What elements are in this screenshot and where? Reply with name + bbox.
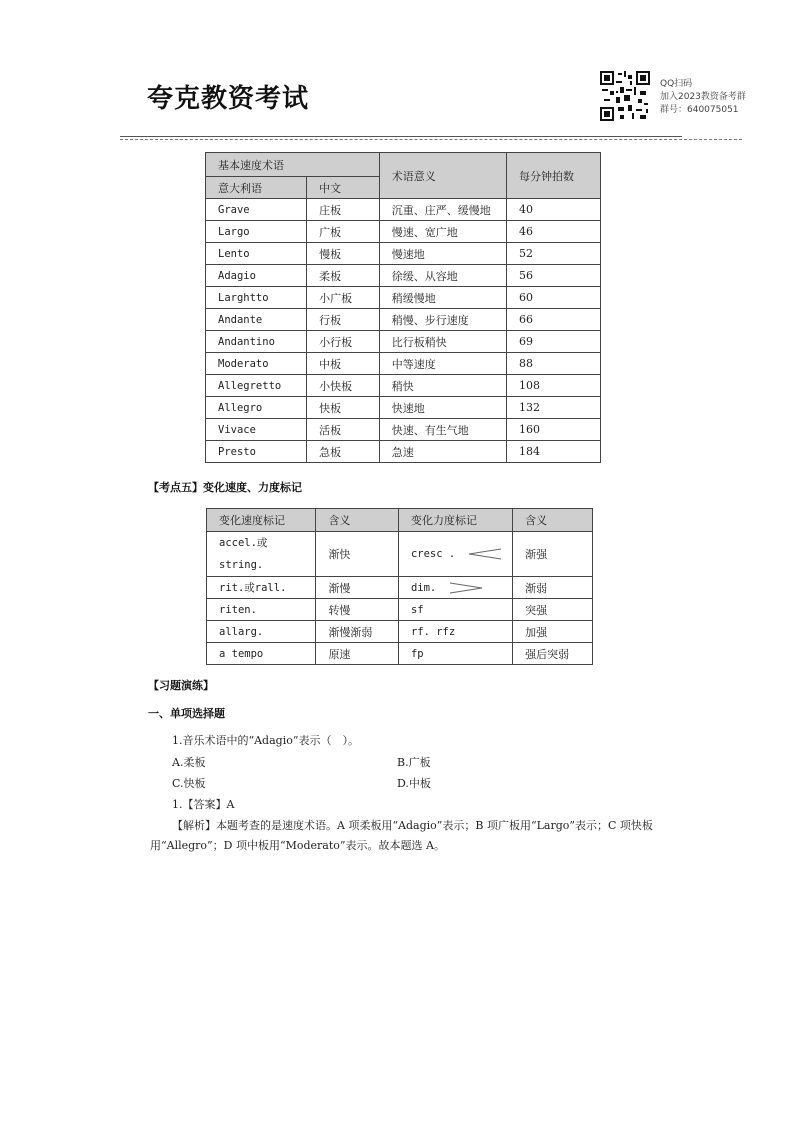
tempo-mark-line: string. [219, 559, 264, 571]
table-row [207, 621, 593, 643]
crescendo-hairpin-icon [468, 548, 502, 560]
chinese-term: 庄板 [307, 199, 380, 221]
dynamic-mark: sf [398, 599, 512, 621]
term-meaning: 稍缓慢地 [379, 287, 506, 309]
italian-term: Allegretto [206, 375, 307, 397]
chinese-term: 柔板 [307, 265, 380, 287]
tempo-meaning-header: 术语意义 [379, 153, 506, 199]
term-meaning: 稍慢、步行速度 [379, 309, 506, 331]
dynamic-mark-meaning: 渐弱 [513, 577, 593, 599]
term-meaning: 沉重、庄严、缓慢地 [379, 199, 506, 221]
term-meaning: 徐缓、从容地 [379, 265, 506, 287]
bpm-value: 88 [507, 353, 601, 375]
qq-scan-label: QQ扫码 [660, 79, 693, 89]
table-row [207, 577, 593, 599]
qr-code-icon [600, 71, 650, 121]
italian-term: Lento [206, 243, 307, 265]
brand-title: 夸克教资考试 [147, 84, 310, 114]
explanation-line-1: 【解析】本题考查的是速度术语。A 项柔板用“Adagio”表示；B 项广板用“Largo”表示；C 项快板 [172, 819, 653, 832]
tempo-chinese-header: 中文 [307, 177, 380, 199]
chinese-term: 快板 [307, 397, 380, 419]
option-d: D.中板 [397, 777, 431, 790]
chinese-term: 小行板 [307, 331, 380, 353]
tempo-mark-line: accel.或 [219, 537, 268, 549]
dynamic-mark-meaning-header: 含义 [513, 509, 593, 532]
italian-term: Vivace [206, 419, 307, 441]
chinese-term: 行板 [307, 309, 380, 331]
diminuendo-hairpin-icon [449, 582, 483, 594]
tempo-mark: a tempo [207, 643, 316, 665]
single-choice-title: 一、单项选择题 [148, 707, 225, 720]
italian-term: Adagio [206, 265, 307, 287]
dynamic-mark: fp [398, 643, 512, 665]
dynamic-mark-header: 变化力度标记 [398, 509, 512, 532]
tempo-mark-meaning: 转慢 [316, 599, 399, 621]
table-row [206, 309, 601, 331]
dynamic-mark-text: dim. [410, 581, 437, 594]
dynamic-mark-meaning: 渐强 [513, 532, 593, 577]
bpm-value: 56 [507, 265, 601, 287]
answer: 1.【答案】A [172, 798, 235, 811]
tempo-italian-header: 意大利语 [206, 177, 307, 199]
table-row [207, 532, 593, 577]
tempo-group-header: 基本速度术语 [206, 153, 380, 177]
table-row [206, 375, 601, 397]
italian-term: Allegro [206, 397, 307, 419]
dynamic-mark: rf. rfz [398, 621, 512, 643]
table-row [206, 265, 601, 287]
dynamic-mark-text: cresc . [410, 548, 456, 560]
term-meaning: 中等速度 [379, 353, 506, 375]
dynamic-mark-meaning: 突强 [513, 599, 593, 621]
dynamic-mark [398, 532, 512, 577]
italian-term: Andantino [206, 331, 307, 353]
tempo-mark-header: 变化速度标记 [207, 509, 316, 532]
tempo-mark-meaning: 渐快 [316, 532, 399, 577]
chinese-term: 广板 [307, 221, 380, 243]
tempo-mark-meaning-header: 含义 [316, 509, 399, 532]
qq-group-info [660, 78, 746, 117]
qq-group-number: 群号：640075051 [660, 105, 739, 115]
change-marks-table [206, 508, 593, 665]
table-row [207, 599, 593, 621]
question-stem: 1.音乐术语中的“Adagio”表示（ ）。 [172, 734, 359, 747]
term-meaning: 快速地 [379, 397, 506, 419]
table-row [206, 441, 601, 463]
bpm-value: 46 [507, 221, 601, 243]
practice-title: 【习题演练】 [148, 679, 214, 692]
term-meaning: 比行板稍快 [379, 331, 506, 353]
option-b: B.广板 [397, 756, 431, 769]
bpm-value: 66 [507, 309, 601, 331]
chinese-term: 活板 [307, 419, 380, 441]
bpm-value: 160 [507, 419, 601, 441]
tempo-mark-meaning: 渐慢 [316, 577, 399, 599]
bpm-value: 40 [507, 199, 601, 221]
bpm-value: 108 [507, 375, 601, 397]
section5-title: 【考点五】变化速度、力度标记 [148, 481, 302, 494]
table-row [206, 199, 601, 221]
table-row [206, 287, 601, 309]
italian-term: Andante [206, 309, 307, 331]
tempo-bpm-header: 每分钟拍数 [507, 153, 601, 199]
table-row [207, 643, 593, 665]
tempo-terms-table [205, 152, 601, 463]
dynamic-mark-meaning: 强后突弱 [513, 643, 593, 665]
italian-term: Largo [206, 221, 307, 243]
chinese-term: 中板 [307, 353, 380, 375]
option-c: C.快板 [172, 777, 206, 790]
chinese-term: 慢板 [307, 243, 380, 265]
italian-term: Larghtto [206, 287, 307, 309]
italian-term: Moderato [206, 353, 307, 375]
bpm-value: 132 [507, 397, 601, 419]
chinese-term: 急板 [307, 441, 380, 463]
header-dashed-divider [120, 139, 742, 140]
term-meaning: 慢速、宽广地 [379, 221, 506, 243]
italian-term: Grave [206, 199, 307, 221]
tempo-mark: rit.或rall. [207, 577, 316, 599]
header-divider [120, 136, 682, 137]
tempo-mark-meaning: 渐慢渐弱 [316, 621, 399, 643]
option-a: A.柔板 [172, 756, 206, 769]
italian-term: Presto [206, 441, 307, 463]
term-meaning: 慢速地 [379, 243, 506, 265]
tempo-mark: riten. [207, 599, 316, 621]
table-row [206, 397, 601, 419]
chinese-term: 小广板 [307, 287, 380, 309]
bpm-value: 52 [507, 243, 601, 265]
bpm-value: 60 [507, 287, 601, 309]
table-row [206, 331, 601, 353]
tempo-mark: allarg. [207, 621, 316, 643]
dynamic-mark-meaning: 加强 [513, 621, 593, 643]
qq-join-label: 加入2023教资备考群 [660, 92, 746, 102]
term-meaning: 快速、有生气地 [379, 419, 506, 441]
table-row [206, 243, 601, 265]
bpm-value: 69 [507, 331, 601, 353]
bpm-value: 184 [507, 441, 601, 463]
table-row [206, 353, 601, 375]
explanation-line-2: 用“Allegro”；D 项中板用“Moderato”表示。故本题选 A。 [150, 839, 445, 852]
table-row [206, 419, 601, 441]
term-meaning: 稍快 [379, 375, 506, 397]
chinese-term: 小快板 [307, 375, 380, 397]
tempo-mark-meaning: 原速 [316, 643, 399, 665]
dynamic-mark [398, 577, 512, 599]
term-meaning: 急速 [379, 441, 506, 463]
table-row [206, 221, 601, 243]
tempo-mark [207, 532, 316, 577]
